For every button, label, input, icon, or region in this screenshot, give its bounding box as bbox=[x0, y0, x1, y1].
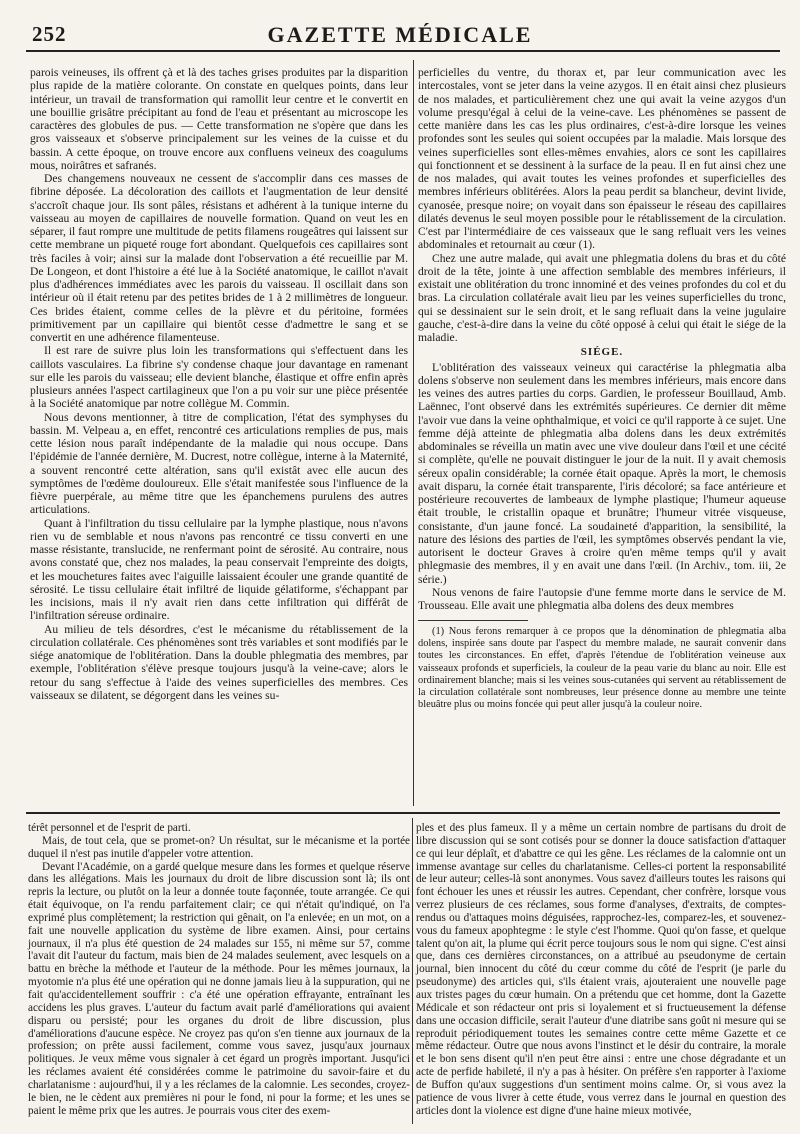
feuilleton-rule bbox=[26, 812, 780, 814]
paragraph: Mais, de tout cela, que se promet-on? Un résultat, sur le mécanisme et la portée duquel il n'est pas inutile d'appeler votre attention. bbox=[28, 834, 410, 860]
paragraph: Nous venons de faire l'autopsie d'une femme morte dans le service de M. Trousseau. Elle avait une phlegmatia alba dolens des deux membres bbox=[418, 585, 786, 612]
paragraph: L'oblitération des vaisseaux veineux qui caractérise la phlegmatia alba dolens s'observe non seulement dans les membres inférieurs, mais encore dans les veines des autres parties du corps. Gardien, le professeur Bouillaud, Amb. Laënnec, l'ont observé dans les extrémités supérieures. Ce dernier dit même l'avoir vue dans la veine ophthalmique, et voici ce qu'il rapporte à ce sujet. Une femme déjà atteinte de phlegmatia alba dolens dans les deux extrémités abdominales se réveilla un matin avec une vive douleur dans l'œil et une cécité si complète, qu'elle ne pouvait distinguer le jour de la nuit. Il y avait chemosis séreux opalin considérable; la cornée était opaque. Après la mort, le chemosis avait disparu, la cornée était transparente, l'iris décoloré; sa face antérieure et postérieure recouvertes de lambeaux de lymphe plastique; l'humeur aqueuse était trouble, le cristallin opaque et brunâtre; l'humeur vitrée visqueuse, consistante, d'un jaune foncé. La soudaineté d'apparition, la sensibilité, la nature des lésions des parties de l'œil, les symptômes observés pendant la vie, autorisent le docteur Graves à croire qu'en même temps qu'il y avait phlegmasie des membres, il y en avait une dans l'œil. (In Archiv., tom. iii, 2e série.) bbox=[418, 360, 786, 586]
paragraph: Chez une autre malade, qui avait une phlegmatia dolens du bras et du côté droit de la tête, jointe à une affection semblable des membres inférieurs, il existait une oblitération du tronc innominé et des veines profondes du col et du bras. La circulation collatérale avait lieu par les veines superficielles du tronc, qui se dessinaient sur le sein droit, et le sang refluait dans la veine jugulaire gauche, c'est-à-dire dans la veine du côté opposé à celui qui était le siége de la maladie. bbox=[418, 251, 786, 344]
header-rule bbox=[26, 50, 780, 52]
page-number: 252 bbox=[32, 22, 67, 46]
paragraph: Au milieu de tels désordres, c'est le mécanisme du rétablissement de la circulation collatérale. Ces phénomènes sont très variables et sont modifiés par le siége anatomique de l'oblitération. Dans la double phlegmatia des membres, par exemple, l'oblitération s'élève presque toujours jusqu'à la veine-cave; alors le retour du sang s'effectue à l'aide des veines superficielles des membres. Ces vaisseaux se dilatent, se dégorgent dans les veines su- bbox=[30, 622, 408, 702]
column-divider-bottom bbox=[412, 818, 413, 1124]
footnote: (1) Nous ferons remarquer à ce propos que la dénomination de phlegmatia alba dolens, inspirée sans doute par l'aspect du membre malade, ne saurait convenir dans toutes les circonstances. En effet, d'après l'étendue de l'oblitération veineuse aux vaisseaux profonds et superficiels, la couleur de la peau varie du blanc au noir. Elle est ordinairement blanche; mais si les veines sous-cutanées qui servent au rétablissement de la circulation collatérale sont nombreuses, leur présence donne au membre une teinte bleuâtre plus ou moins foncée qui peut aller jusqu'à la couleur noire. bbox=[418, 626, 786, 710]
paragraph: Des changemens nouveaux ne cessent de s'accomplir dans ces masses de fibrine déposée. La décoloration des caillots et l'augmentation de leur densité s'accroît chaque jour. Ils sont pâles, résistans et adhérent à la tunique interne du vaisseau au moyen de capillaires de nouvelle formation. Quand on veut les en séparer, il faut rompre une multitude de petits filamens rougeâtres qui laissent sur cette membrane un piqueté rouge fort abondant. Quelquefois ces capillaires sont très faciles à voir; ainsi sur la malade dont l'observation a été recueillie par M. De Longeon, et dont l'histoire a été lue à la Société anatomique, le caillot n'avait plus d'adhérences immédiates avec les parois du vaisseau. Il oscillait dans son intérieur où il était retenu par des petites brides de 1 à 2 millimètres de longueur. Ces brides étaient, comme celles de la plèvre et du péritoine, formées primitivement par un capillaire qui bientôt cesse d'admettre le sang et se convertit en une adhérence filamenteuse. bbox=[30, 172, 408, 344]
paragraph: Nous devons mentionner, à titre de complication, l'état des symphyses du bassin. M. Velpeau a, en effet, rencontré ces articulations remplies de pus, mais cette lésion nous paraît indépendante de la maladie qui nous occupe. Dans l'épidémie de l'année dernière, M. Ducrest, notre collègue, interne à la Maternité, a souvent rencontré cette altération, sans qu'il existât avec elle aucun des symptômes de l'œdème douloureux. Elle s'était manifestée sous l'influence de la fièvre puerpérale, au même titre que les épanchemens purulens des autres articulations. bbox=[30, 410, 408, 517]
paragraph: Quant à l'infiltration du tissu cellulaire par la lymphe plastique, nous n'avons rien vu de semblable et nous n'avons pas rencontré ce tissu converti en une masse résistante, translucide, ne renfermant point de sérosité. Au contraire, nous avons constaté que, chez nos malades, la peau conservait l'empreinte des doigts, et les mouchetures faites avec l'aiguille laissaient écouler une grande quantité de sérosité. Le tissu cellulaire était infiltré de liquide gélatiforme, s'échappant par les incisions, mais il n'y avait rien dans cette infiltration qui différât de l'infiltration séreuse ordinaire. bbox=[30, 516, 408, 623]
paragraph: ples et des plus fameux. Il y a même un certain nombre de partisans du droit de libre discussion qui se sont cotisés pour se donner la douce satisfaction d'attaquer ce qui leur déplaît, et d'abattre ce qui les gêne. Les réclames de la calomnie ont un immense avantage sur celles du charlatanisme. Celles-ci portent la responsabilité de leur auteur; celles-là sont anonymes. Vous savez d'ailleurs toutes les raisons qui font échouer les unes et réussir les autres. Cependant, cher confrère, lorsque vous verrez plusieurs de ces réclames, sous forme d'analyses, d'extraits, de comptes-rendus ou d'attaques moins déguisées, rapprochez-les, comparez-les, et souvenez-vous du fameux apophtegme : le style c'est l'homme. Quoi qu'on fasse, et quelque talent qu'on ait, la plume qui écrit perce toujours sous le nom qui signe. C'est ainsi que, dans ces dernières circonstances, on a attribué au pseudonyme de certain journal, bien innocent du côté du cœur comme du côté de l'esprit (je parle du pseudonyme) des articles qui, s'ils étaient vrais, ajouteraient une nouvelle page aux tristes pages du cœur humain. On a prétendu que cet homme, dont la Gazette Médicale et son rédacteur ont pris si loyalement et si fructueusement la défense dans une occasion difficile, serait l'auteur d'une diatribe sans goût ni mesure qui se reproduit périodiquement toutes les semaines contre cette même Gazette et ce même rédacteur. Outre que nous avons l'instinct et le désir du contraire, la morale et le bon sens disent qu'il n'en peut être ainsi : entre une chose dégradante et un acte de perfide habileté, il n'y a pas à hésiter. On préfère s'en rapporter à l'axiome de Buffon qu'aux suggestions d'un sentiment moins calme. Or, si vous avez la patience de vous livrer à cette étude, vous verrez dans le journal en question des articles dont la violence est digne d'une haine mieux motivée, bbox=[416, 822, 786, 1117]
article-right-column bbox=[418, 66, 786, 711]
feuilleton-right-column bbox=[416, 822, 786, 1117]
page-title: GAZETTE MÉDICALE bbox=[267, 22, 533, 47]
article-left-column bbox=[30, 66, 408, 702]
feuilleton-left-column bbox=[28, 822, 410, 1117]
paragraph: perficielles du ventre, du thorax et, par leur communication avec les intercostales, vont se jeter dans la veine azygos. Il en était ainsi chez plusieurs de nos malades, et particulièrement chez une qui avait la veine azygos d'un volume presqu'égal à celui de la veine-cave. Les phénomènes se passent de cette manière dans les cas les plus ordinaires, c'est-à-dire lorsque les veines profondes sont les seules qui soient occupées par la maladie. Mais lorsque des veines superficielles sont elles-mêmes envahies, alors ce sont les capillaires qui fonctionnent et se dessinent à la surface de la peau. Il en fut ainsi chez une de nos malades, qui avait toutes les veines profondes et superficielles des membres inférieurs oblitérées. Alors la peau perdit sa blancheur, devint livide, cyanosée, presque noire; on voyait dans son épaisseur le réseau des capillaires dilatés devenus le seul moyen possible pour le rétablissement de la circulation. C'est par l'intermédiaire de ces vaisseaux que le sang refluait vers les veines abdominales et retournait au cœur (1). bbox=[418, 66, 786, 252]
paragraph: Il est rare de suivre plus loin les transformations qui s'effectuent dans les caillots vasculaires. La fibrine s'y condense chaque jour davantage en ramenant sur elle les parois du vaisseau; elle devient blanche, élastique et offre enfin après plusieurs années l'aspect cartilagineux que l'on a pu voir sur une pièce présentée à la Société anatomique par notre collègue M. Commin. bbox=[30, 344, 408, 411]
column-divider-top bbox=[413, 60, 414, 806]
footnote-divider bbox=[418, 620, 528, 621]
section-heading: SIÉGE. bbox=[580, 346, 624, 359]
paragraph: parois veineuses, ils offrent çà et là des taches grises produites par la disparition plus rapide de la matière colorante. On constate en quelques points, dans leur intérieur, un travail de transformation qui ramollit leur centre et le convertit en une bouillie grisâtre précipitant au fond de l'eau et présentant au microscope les caractères des globules de pus. — Cette transformation ne s'opère que dans les gros vaisseaux et s'observe principalement sur les veines de la cuisse et du bassin. A cette époque, on trouve encore aux confluens veineux des coagulums mous, noirâtres et safranés. bbox=[30, 66, 408, 172]
paragraph: térêt personnel et de l'esprit de parti. bbox=[28, 822, 191, 834]
paragraph: Devant l'Académie, on a gardé quelque mesure dans les formes et quelque réserve dans les allégations. Mais les journaux du droit de libre discussion sont là; ils ont repris la lecture, ou plutôt on la leur a donnée toute façonnée, toute arrangée. Ce qui était équivoque, on l'a rendu parfaitement clair; ce qui n'était qu'indiqué, on l'a exprimé plus complètement; la restriction qui gênait, on l'a enlevée; en un mot, on a fait une nouvelle application du système de libre examen. Ainsi, pour certains journaux, il n'a plus été question de 24 malades sur 155, ni même sur 57, comme l'avait dit l'auteur du factum, mais bien de 24 malades seulement, avec lesquels on a battu en brèche la méthode et l'auteur de la méthode. Pour les mêmes journaux, la myotomie n'a plus été une opération qui ne donne jamais lieu à la suppuration, qui ne fait qu'accidentellement souffrir : c'a été une opération effrayante, entraînant les accidens les plus graves. L'auteur du factum avait parlé d'améliorations qui avaient disparu ou persisté; pour les organes du droit de libre discussion, plus d'améliorations d'aucune espèce. Ne croyez pas qu'on s'en tienne aux journaux de la profession; on prête aussi facilement, comme vous savez, jusqu'aux journaux politiques. Je veux même vous signaler à cet égard un progrès important. Jusqu'ici les réclames avaient été considérées comme le patrimoine du savoir-faire et du charlatanisme : aujourd'hui, il y a les réclames de la calomnie. Les secondes, croyez-le bien, ne le cèdent aux premières ni pour le fond, ni pour la forme; et les unes se paient le même prix que les autres. Je pourrais vous citer des exem- bbox=[28, 860, 410, 1117]
